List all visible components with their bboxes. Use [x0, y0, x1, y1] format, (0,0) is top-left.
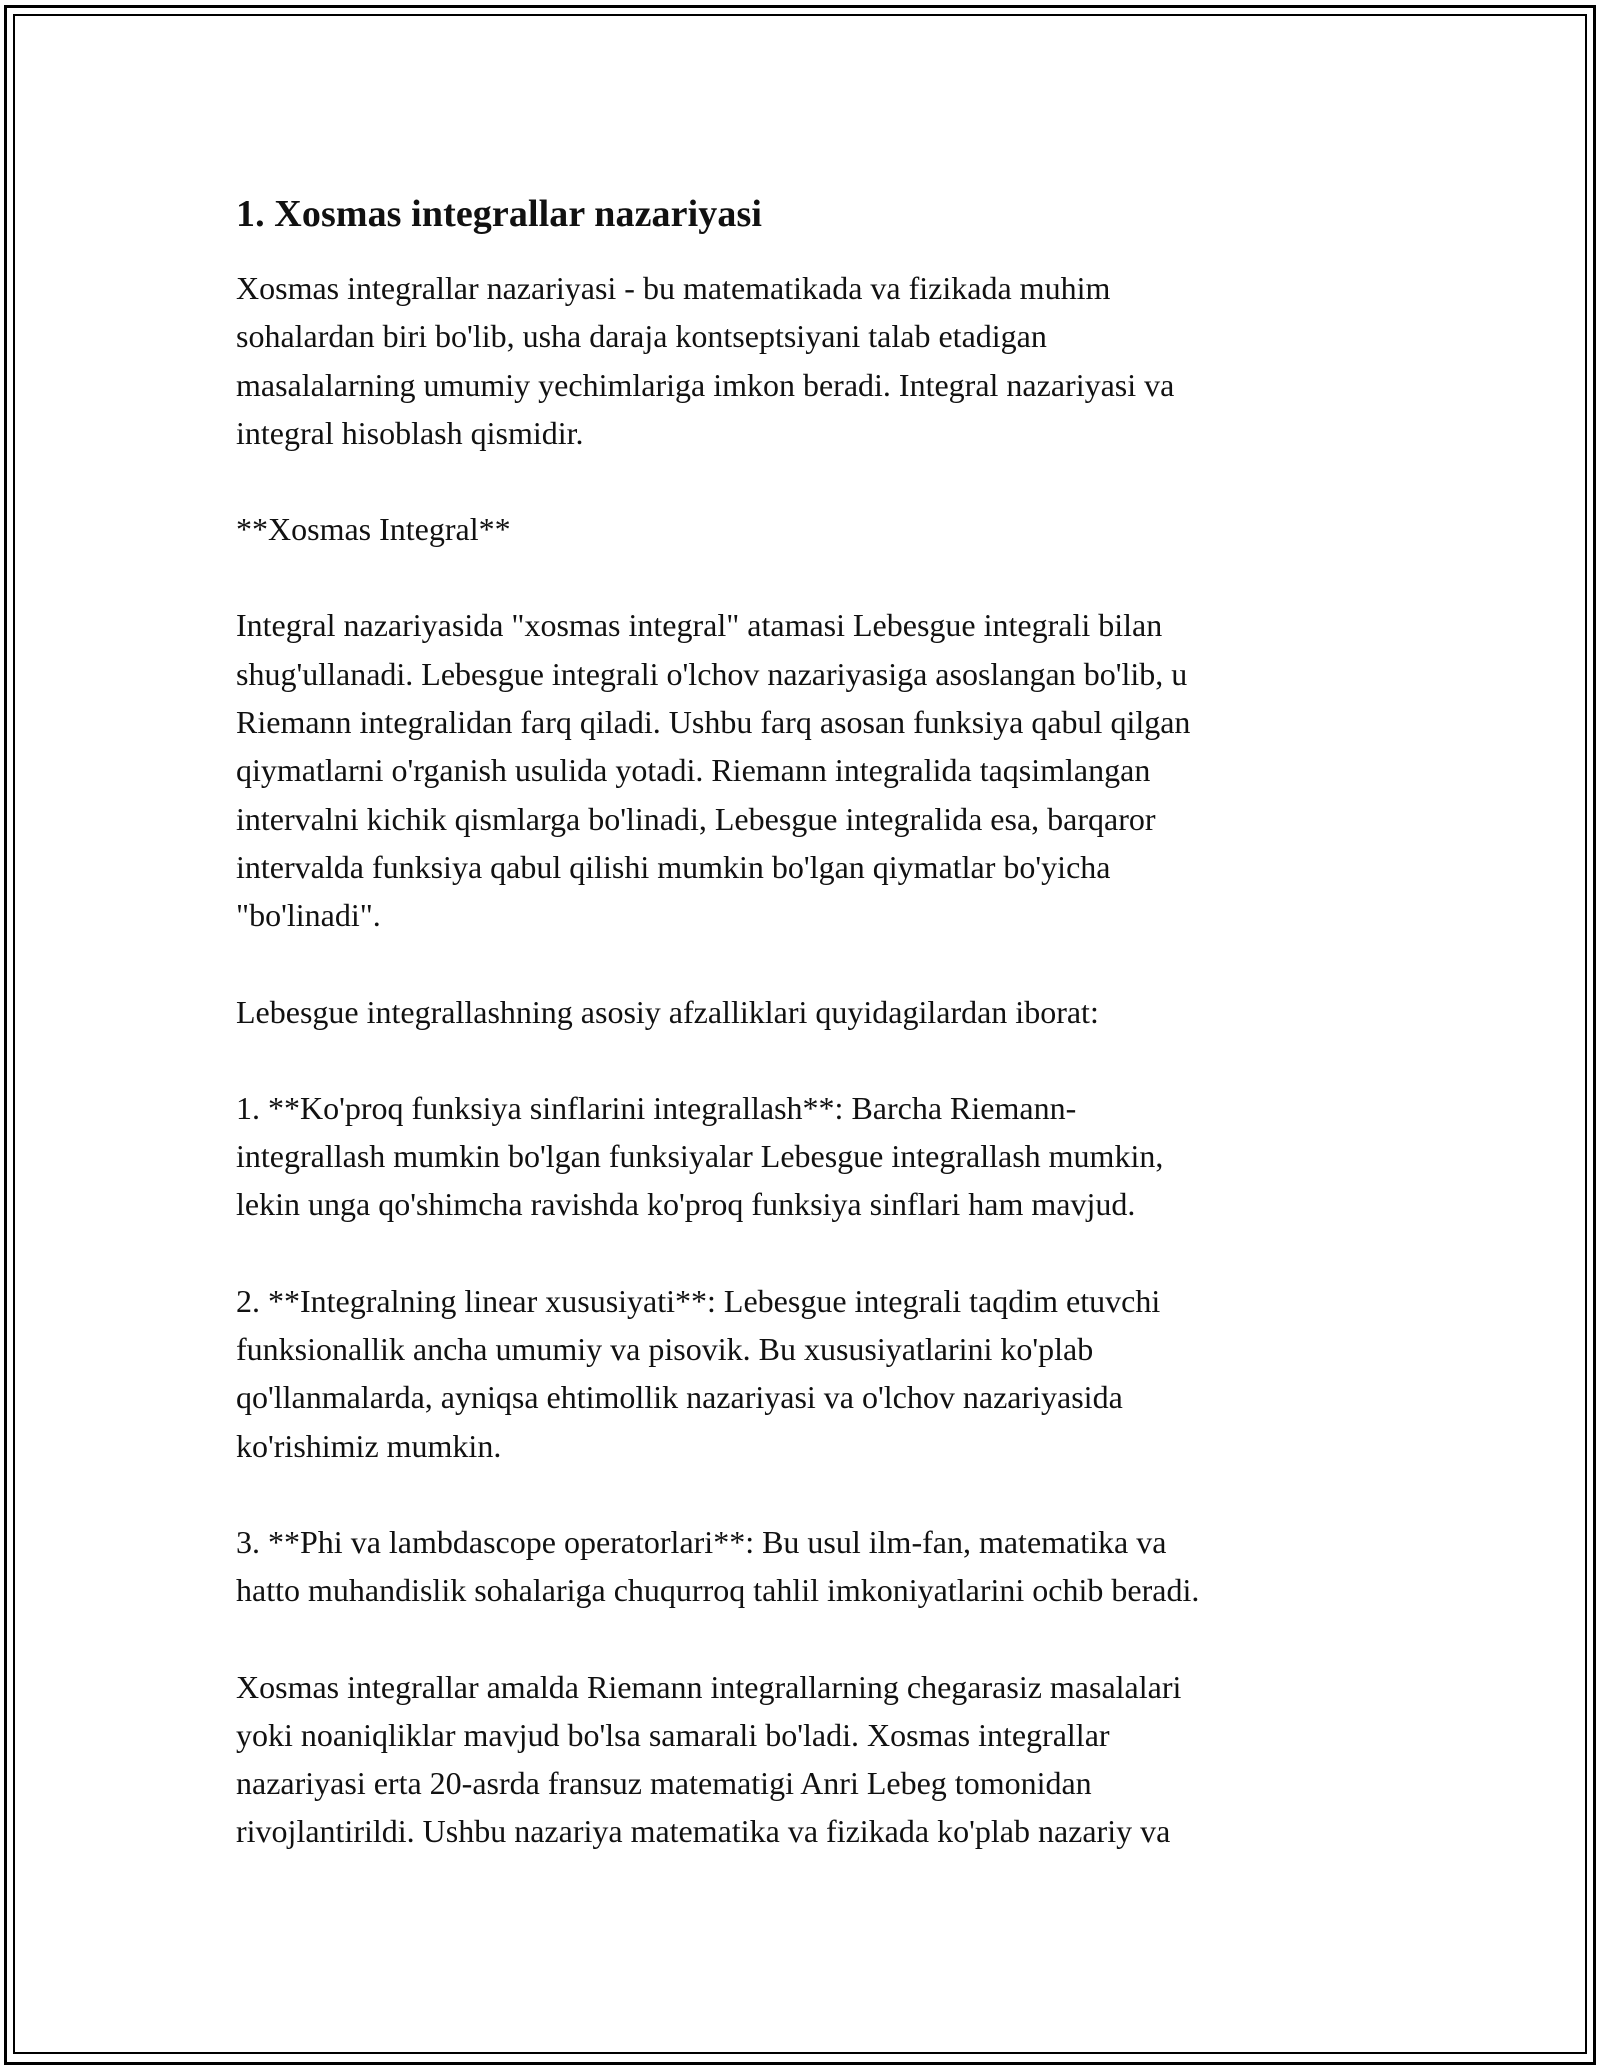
intro-paragraph: Xosmas integrallar nazariyasi - bu matematikada va fizikada muhim sohalardan biri bo'lib, usha daraja kontseptsiyani talab etadigan masalalarning umumiy yechimlariga imkon beradi. Integral nazariyasi va integral hisoblash qismidir. [236, 270, 1175, 451]
advantage-item-2: 2. **Integralning linear xususiyati**: Lebesgue integrali taqdim etuvchi funksionallik ancha umumiy va pisovik. Bu xususiyatlarini ko'plab qo'llanmalarda, ayniqsa ehtimollik nazariyasi va o'lchov nazariyasida ko'rishimiz mumkin. [236, 1282, 1161, 1464]
advantage-item-1: 1. **Ko'proq funksiya sinflarini integrallash**: Barcha Riemann- integrallash mumkin bo'lgan funksiyalar Lebesgue integrallash mumkin, lekin unga qo'shimcha ravishda ko'proq funksiya sinflari ham mavjud. [236, 1089, 1164, 1223]
document-body [236, 186, 1354, 1856]
advantage-item-3: 3. **Phi va lambdascope operatorlari**: Bu usul ilm-fan, matematika va hatto muhandislik sohalariga chuqurroq tahlil imkoniyatlarini ochib beradi. [236, 1523, 1200, 1609]
advantages-intro-paragraph: Lebesgue integrallashning asosiy afzalliklari quyidagilardan iborat: [236, 993, 1099, 1030]
lebesgue-definition-paragraph: Integral nazariyasida "xosmas integral" atamasi Lebesgue integrali bilan shug'ullanadi. Lebesgue integrali o'lchov nazariyasiga asoslangan bo'lib, u Riemann integralidan farq qiladi. Ushbu farq asosan funksiya qabul qilgan qiymatlarni o'rganish usulida yotadi. Riemann integralida taqsimlangan intervalni kichik qismlarga bo'linadi, Lebesgue integralida esa, barqaror intervalda funksiya qabul qilishi mumkin bo'lgan qiymatlar bo'yicha "bo'linadi". [236, 607, 1191, 934]
section-title: 1. Xosmas integrallar nazariyasi [236, 193, 763, 235]
subheading-paragraph: **Xosmas Integral** [236, 511, 511, 548]
conclusion-paragraph: Xosmas integrallar amalda Riemann integrallarning chegarasiz masalalari yoki noaniqliklar mavjud bo'lsa samarali bo'ladi. Xosmas integrallar nazariyasi erta 20-asrda fransuz matematigi Anri Lebeg tomonidan rivojlantirildi. Ushbu nazariya matematika va fizikada ko'plab nazariy va [236, 1668, 1182, 1850]
